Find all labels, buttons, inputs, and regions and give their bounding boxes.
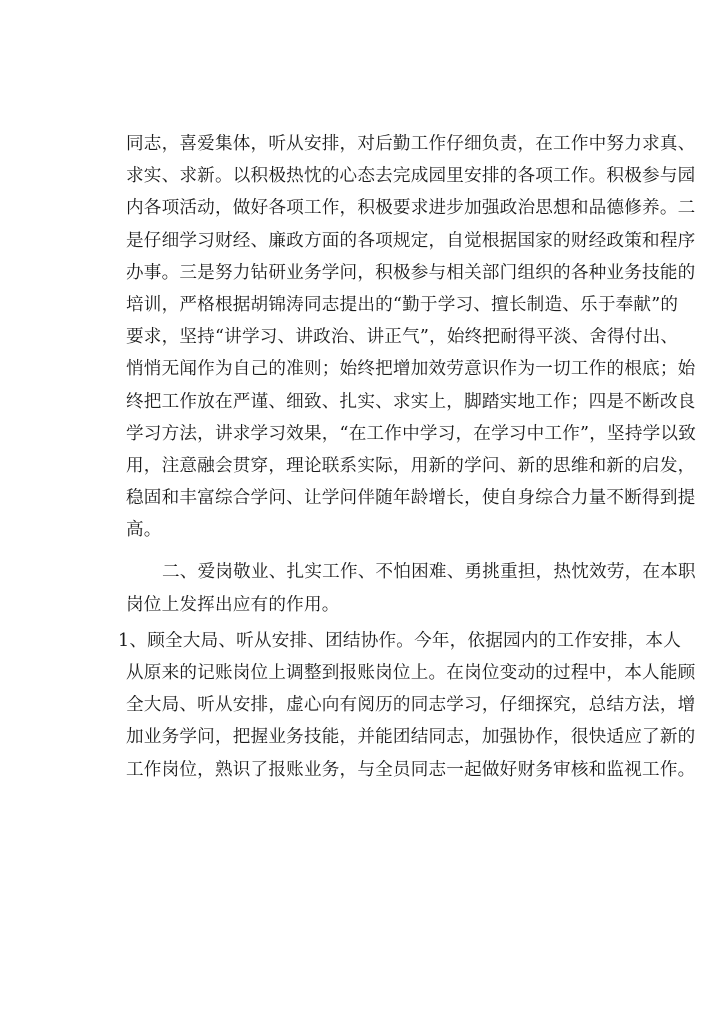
text-line: 是仔细学习财经、廉政方面的各项规定，自觉根据国家的财经政策和程序: [126, 230, 696, 251]
text-line: 高。: [126, 520, 162, 541]
text-line: 终把工作放在严谨、细致、扎实、求实上，脚踏实地工作；四是不断改良: [126, 391, 696, 412]
text-line: 稳固和丰富综合学问、让学问伴随年龄增长，使自身综合力量不断得到提: [126, 488, 696, 509]
text-line: 从原来的记账岗位上调整到报账岗位上。在岗位变动的过程中，本人能顾: [126, 663, 696, 683]
text-line: 全大局、听从安排，虚心向有阅历的同志学习，仔细探究，总结方法，增: [126, 695, 696, 716]
text-line: 工作岗位，熟识了报账业务，与全员同志一起做好财务审核和监视工作。: [126, 759, 696, 780]
text-line: 求实、求新。以积极热忱的心态去完成园里安排的各项工作。积极参与园: [126, 166, 696, 187]
text-line: 培训，严格根据胡锦涛同志提出的“勤于学习、擅长制造、乐于奉献”的: [126, 294, 679, 315]
text-line: 加业务学问，把握业务技能，并能团结同志，加强协作，很快适应了新的: [126, 727, 696, 748]
document-body: [118, 128, 696, 786]
text-line: 内各项活动，做好各项工作，积极要求进步加强政治思想和品德修养。二: [126, 198, 696, 219]
text-line: 学习方法，讲求学习效果，“在工作中学习，在学习中工作”，坚持学以致: [126, 423, 696, 444]
text-line: 同志，喜爱集体，听从安排，对后勤工作仔细负责，在工作中努力求真、: [126, 134, 696, 154]
text-line: 岗位上发挥出应有的作用。: [126, 594, 340, 615]
paragraph-gap: [126, 546, 666, 556]
text-line: 办事。三是努力钻研业务学问，积极参与相关部门组织的各种业务技能的: [126, 262, 696, 283]
text-line: 用，注意融会贯穿，理论联系实际，用新的学问、新的思维和新的启发，: [126, 455, 696, 476]
section-heading-paragraph: [126, 556, 696, 620]
paragraph-continuation: [126, 128, 696, 546]
numbered-paragraph: [118, 625, 696, 786]
text-line: 二、爱岗敬业、扎实工作、不怕困难、勇挑重担，热忱效劳，在本职: [162, 562, 696, 583]
text-line: 1、顾全大局、听从安排、团结协作。今年，依据园内的工作安排，本人: [118, 630, 682, 651]
text-line: 悄悄无闻作为自己的准则；始终把增加效劳意识作为一切工作的根底；始: [126, 359, 696, 380]
text-line: 要求，坚持“讲学习、讲政治、讲正气”，始终把耐得平淡、舍得付出、: [126, 327, 679, 348]
